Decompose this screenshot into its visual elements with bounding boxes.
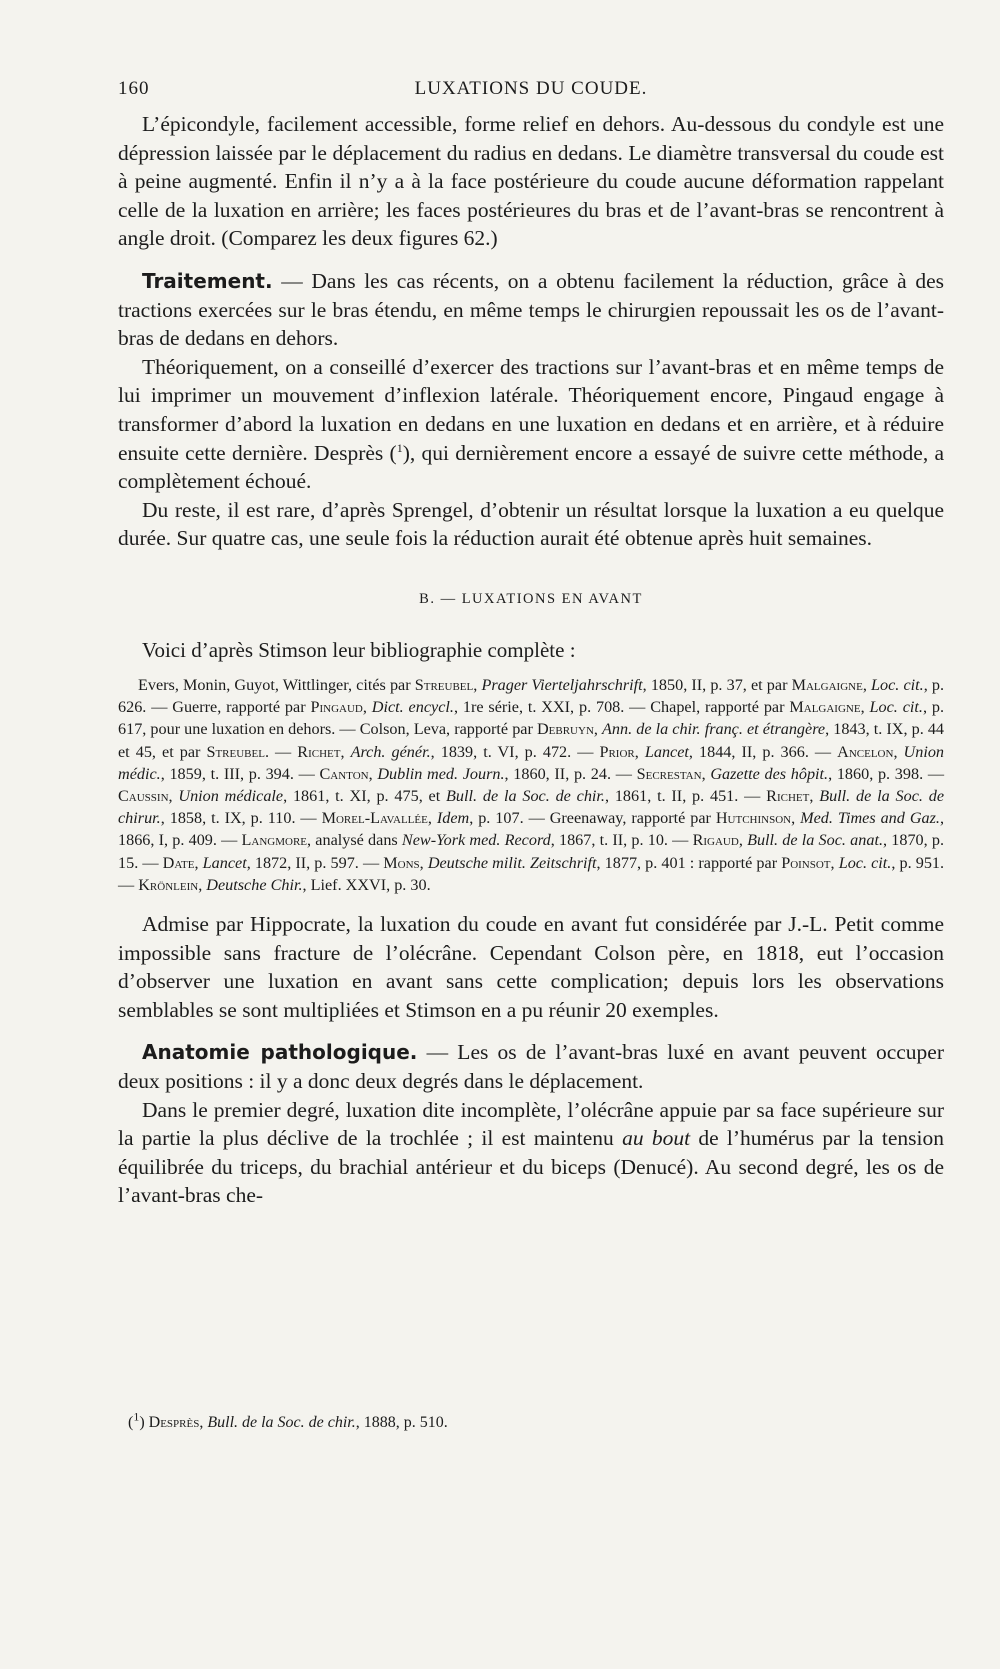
bibliography-text: , Lief. XXVI, p. 30. (302, 875, 431, 894)
bibliography-text: , 1867, t. II, p. 10. — (550, 831, 693, 850)
bibliography-text: , (893, 742, 904, 761)
bibliography-text: , (634, 742, 645, 761)
premier-degre-italic: au bout (622, 1126, 691, 1151)
bibliography-journal: Lancet (202, 853, 247, 872)
subheading-luxations-en-avant: B. — LUXATIONS EN AVANT (419, 590, 643, 607)
bibliography-journal: Dict. encycl. (371, 698, 454, 717)
bibliography-journal: Loc. cit. (838, 853, 892, 872)
bibliography-text: , 1844, II, p. 366. — (688, 742, 838, 761)
bibliography-text: , 1860, p. 398. — (828, 764, 945, 783)
bibliography-author: Date (162, 853, 195, 872)
bibliography-author: Canton (319, 764, 369, 783)
bibliography-text: , 1870, p. 15. — (118, 831, 945, 872)
footnote-author: Desprès (148, 1414, 200, 1431)
bibliography-author: Malgaigne (791, 675, 863, 694)
theoriquement-text: Théoriquement, on a conseillé d’exercer des tractions sur l’avant-bras et en même temps de lui imprimer un mouvement d’inflexion latérale. Théoriquement encore, Pingaud engage à transformer d’abord la luxation en dedans en une luxation en dedans et en arrière, et à réduire ensuite cette dernière. Desprès ( (118, 354, 944, 465)
page-header (118, 78, 944, 100)
bibliography-journal: Ann. de la chir. franç. et étrangère (602, 720, 826, 739)
paragraph-epicondyle: L’épicondyle, facilement accessible, forme relief en dehors. Au-dessous du condyle est une dépression laissée par le déplacement du radius en dedans. Le diamètre transversal du coude est à peine augmenté. Enfin il n’y a à la face postérieure du coude aucune déformation rappelant celle de la luxation en arrière; les faces postérieures du bras et de l’avant-bras se rencontrent à angle droit. (Comparez les deux figures 62.) (118, 112, 944, 251)
page (118, 78, 945, 1431)
bibliography-journal: Bull. de la Soc. anat. (747, 831, 884, 850)
footnote: ($^1$) Desprès, Bull. de la Soc. de chir., 1888, p. 510. (128, 1409, 448, 1431)
bibliography-text: , (362, 698, 372, 717)
bibliography-author: Caussin (118, 786, 169, 805)
bibliography-text: , (368, 764, 378, 783)
bibliography-text: , (830, 853, 839, 872)
bibliography-author: Morel-Lavallée (321, 809, 428, 828)
bibliography-text: , (862, 675, 871, 694)
bibliography-journal: Loc. cit. (869, 698, 923, 717)
bibliography-author: Ancelon (837, 742, 894, 761)
bibliography-text: , p. 107. — Greenaway, rapporté par (469, 809, 716, 828)
bibliography-text: , p. 951. — (118, 853, 945, 894)
page-number: 160 (118, 78, 150, 99)
bibliography-text: , (791, 809, 801, 828)
paragraph-premier-degre (118, 1096, 944, 1210)
bibliography-text: , p. 617, pour une luxation en dehors. — Colson, Leva, rapporté par (118, 698, 944, 739)
bibliography-text: , (473, 675, 482, 694)
bibliography-text: , 1861, t. XI, p. 475, et (283, 786, 447, 805)
bibliography-text: , (198, 875, 207, 894)
footnote-ref: 1 (396, 440, 403, 455)
bibliography-text: , (701, 764, 711, 783)
bibliography-journal: Union médicale (178, 786, 284, 805)
bibliography-text: , 1861, t. II, p. 451. — (604, 786, 767, 805)
bibliography-text: , p. 626. — Guerre, rapporté par (118, 675, 945, 717)
theoriquement-text-end: ), qui dernièrement encore a essayé de suivre cette méthode, a complètement échoué. (118, 440, 944, 494)
paragraph-bibliography-intro: Voici d’après Stimson leur bibliographie complète : (142, 637, 576, 662)
bibliography-journal: Deutsche Chir. (206, 875, 303, 894)
bibliography-journal: Med. Times and Gaz. (800, 809, 940, 828)
paragraph-traitement (118, 267, 944, 353)
bibliography-journal: Idem (436, 809, 470, 828)
bibliography-text: , 1860, II, p. 24. — (504, 764, 637, 783)
bibliography-text: , (194, 853, 203, 872)
premier-degre-text: Dans le premier degré, luxation dite incomplète, l’olécrâne appuie par sa face supérieure sur la partie la plus déclive de la trochlée ; il est maintenu (118, 1097, 944, 1151)
bibliography-journal: Bull. de la Soc. de chirur. (118, 786, 945, 828)
bibliography-journal: Dublin med. Journ. (377, 764, 505, 783)
bibliography-journal: Gazette des hôpit. (710, 764, 829, 783)
bibliography-author: Richet (297, 742, 341, 761)
bibliography-text: , 1843, t. IX, p. 44 et 45, et par (118, 720, 945, 761)
bibliography-author: Poinsot (781, 853, 831, 872)
bibliography-journal: Prager Vierteljahrschrift (481, 675, 643, 694)
running-title: LUXATIONS DU COUDE. (414, 78, 648, 99)
paragraph-du-reste: Du reste, il est rare, d’après Sprengel, d’obtenir un résultat lorsque la luxation a eu quelque durée. Sur quatre cas, une seule fois la réduction aurait été obtenue après huit semaines. (118, 497, 944, 551)
bibliography-text: , (809, 786, 820, 805)
bibliography-text: , (593, 720, 603, 739)
bibliography-text: , (419, 853, 428, 872)
bibliography-author: Richet (766, 786, 810, 805)
bibliography-journal: Lancet (644, 742, 689, 761)
bibliography-text: , (168, 786, 179, 805)
bibliography-text: , 1866, I, p. 409. — (118, 809, 944, 850)
bibliography-author: Hutchinson (715, 809, 792, 828)
section-heading-traitement: Traitement. (142, 268, 273, 293)
bibliography-text: , 1839, t. VI, p. 472. — (430, 742, 600, 761)
bibliography-author: Prior (599, 742, 635, 761)
bibliography-journal: Union médic. (118, 742, 945, 783)
bibliography-text: , (860, 698, 870, 717)
bibliography-text: , 1re série, t. XXI, p. 708. — Chapel, rapporté par (453, 698, 790, 717)
bibliography-text: , 1850, II, p. 37, et par (642, 675, 792, 694)
section-heading-anatomie: Anatomie pathologique. (142, 1040, 418, 1065)
premier-degre-text-end: de l’humérus par la tension équilibrée du triceps, du brachial antérieur et du biceps (Denucé). Au second degré, les os de l’avant-bras che- (118, 1126, 944, 1208)
bibliography-author: Krönlein (138, 875, 199, 894)
anatomie-text: — Les os de l’avant-bras luxé en avant peuvent occuper deux positions : il y a donc deux degrés dans le déplacement. (118, 1040, 944, 1093)
paragraph-anatomie (118, 1038, 944, 1095)
bibliography-journal: Loc. cit. (871, 675, 924, 694)
bibliography-text: . — (264, 742, 298, 761)
bibliography-author: Secrestan (636, 764, 702, 783)
footnote-mark: 1 (133, 1409, 140, 1424)
bibliography-journal: Arch. génér. (350, 742, 431, 761)
bibliography-journal: New-York med. Record (401, 831, 551, 850)
traitement-text: — Dans les cas récents, on a obtenu facilement la réduction, grâce à des tractions exercées sur le bras étendu, en même temps le chirurgien repoussait les os de l’avant-bras de dedans en dehors. (118, 268, 944, 351)
bibliography-journal: Deutsche milit. Zeitschrift (427, 853, 597, 872)
bibliography-journal: Bull. de la Soc. de chir. (446, 786, 605, 805)
bibliography-text: , (427, 809, 437, 828)
bibliography-author: Mons (383, 853, 420, 872)
bibliography-text: , analysé dans (307, 831, 402, 850)
bibliography-text: , (738, 831, 748, 850)
bibliography-text: Evers, Monin, Guyot, Wittlinger, cités par (138, 675, 415, 694)
bibliography-block (118, 674, 944, 896)
bibliography-author: Streubel (206, 742, 265, 761)
footnote-rest: , 1888, p. 510. (355, 1414, 448, 1431)
paragraph-theoriquement (118, 353, 944, 496)
bibliography-author: Pingaud (310, 698, 363, 717)
footnote-source: Bull. de la Soc. de chir. (207, 1414, 356, 1431)
bibliography-text: , 1858, t. IX, p. 110. — (160, 809, 322, 828)
bibliography-author: Streubel (414, 675, 474, 694)
bibliography-author: Malgaigne (789, 698, 861, 717)
bibliography-text: , 1859, t. III, p. 394. — (160, 764, 320, 783)
bibliography-author: Langmore (241, 831, 308, 850)
bibliography-author: Rigaud (692, 831, 739, 850)
bibliography-text: , (340, 742, 351, 761)
bibliography-author: Debruyn (536, 720, 594, 739)
paragraph-hippocrate: Admise par Hippocrate, la luxation du coude en avant fut considérée par J.-L. Petit comme impossible sans fracture de l’olécrâne. Cependant Colson père, en 1818, eut l’occasion d’observer une luxation en avant sans cette complication; depuis lors les observations semblables se sont multipliées et Stimson en a pu réunir 20 exemples. (118, 911, 944, 1022)
bibliography-text: , 1877, p. 401 : rapporté par (596, 853, 782, 872)
bibliography-text: , 1872, II, p. 597. — (246, 853, 384, 872)
